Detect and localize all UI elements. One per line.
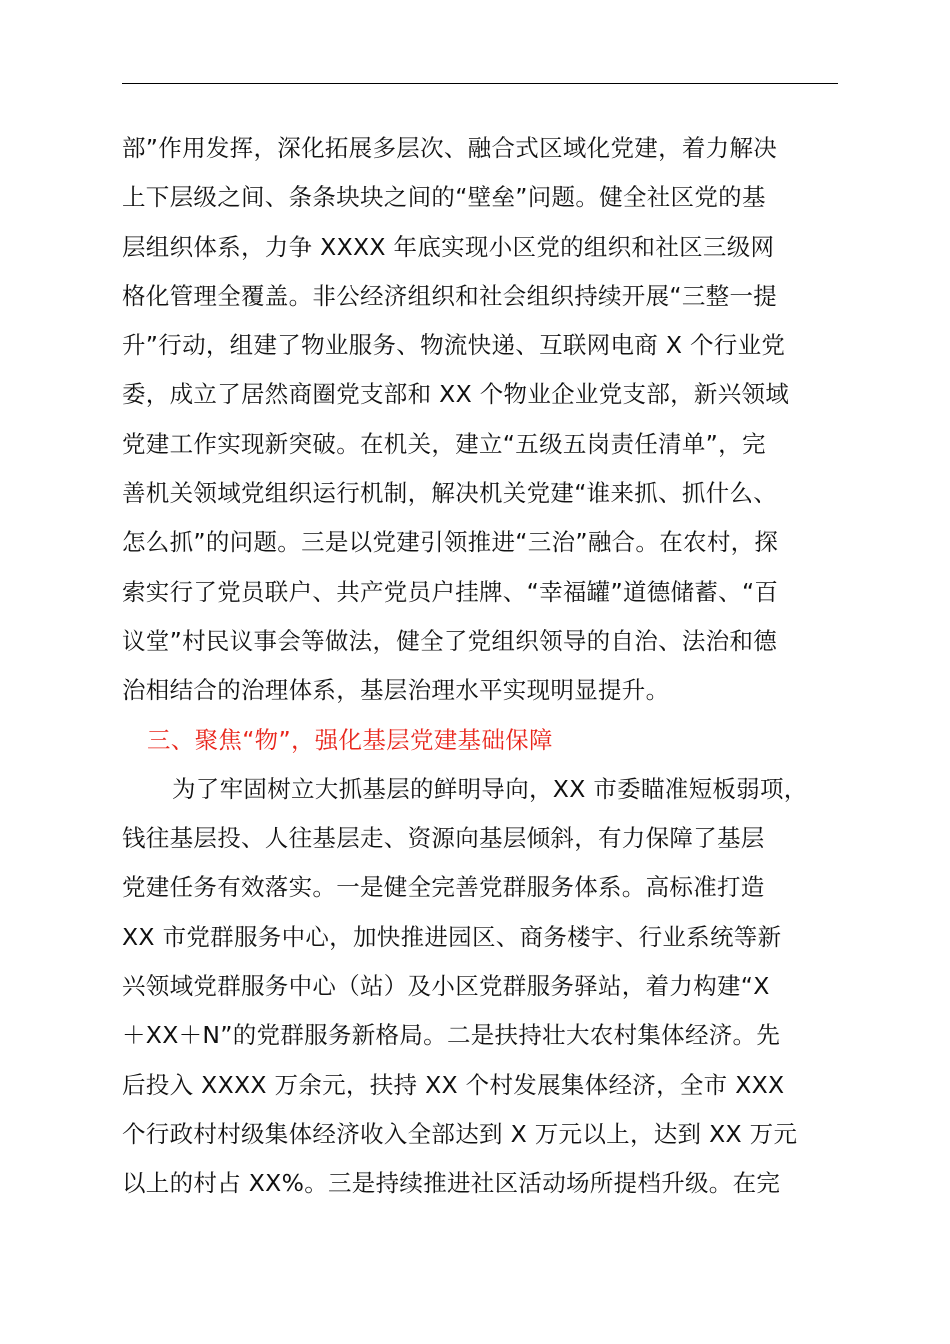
- paragraph-first-line: 为了牢固树立大抓基层的鲜明导向，XX 市委瞄准短板弱项，: [172, 774, 808, 803]
- text-line: 部”作用发挥，深化拓展多层次、融合式区域化党建，着力解决: [122, 134, 778, 162]
- text-line: 升”行动，组建了物业服务、物流快递、互联网电商 X 个行业党: [122, 331, 786, 360]
- text-line: 索实行了党员联户、共产党员户挂牌、“幸福罐”道德储蓄、“百: [122, 577, 779, 606]
- text-line: XX 市党群服务中心，加快推进园区、商务楼宇、行业系统等新: [122, 922, 782, 951]
- text-line: 以上的村占 XX%。三是持续推进社区活动场所提档升级。在完: [122, 1169, 781, 1198]
- text-line: 钱往基层投、人往基层走、资源向基层倾斜，有力保障了基层: [122, 824, 765, 853]
- text-line: 个行政村村级集体经济收入全部达到 X 万元以上，达到 XX 万元: [122, 1119, 798, 1148]
- document-body: [122, 124, 872, 1209]
- text-line: ＋XX＋N”的党群服务新格局。二是扶持壮大农村集体经济。先: [122, 1021, 781, 1050]
- text-line: 格化管理全覆盖。非公经济组织和社会组织持续开展“三整一提: [122, 281, 778, 310]
- text-line: 治相结合的治理体系，基层治理水平实现明显提升。: [122, 676, 670, 705]
- text-line: 善机关领域党组织运行机制，解决机关党建“谁来抓、抓什么、: [122, 479, 778, 508]
- text-line: 兴领域党群服务中心（站）及小区党群服务驿站，着力构建“X: [122, 972, 770, 1001]
- header-rule: [122, 83, 838, 84]
- text-line: 党建工作实现新突破。在机关，建立“五级五岗责任清单”，完: [122, 429, 766, 458]
- text-line: 层组织体系，力争 XXXX 年底实现小区党的组织和社区三级网: [122, 232, 775, 261]
- text-line: 党建任务有效落实。一是健全完善党群服务体系。高标准打造: [122, 873, 765, 902]
- text-line: 委，成立了居然商圈党支部和 XX 个物业企业党支部，新兴领域: [122, 380, 790, 409]
- text-line: 议堂”村民议事会等做法，健全了党组织领导的自治、法治和德: [122, 626, 778, 655]
- text-line: 后投入 XXXX 万余元，扶持 XX 个村发展集体经济，全市 XXX: [122, 1070, 785, 1099]
- section-heading: 三、聚焦“物”，强化基层党建基础保障: [147, 725, 553, 754]
- text-line: 上下层级之间、条条块块之间的“壁垒”问题。健全社区党的基: [122, 183, 766, 212]
- text-line: 怎么抓”的问题。三是以党建引领推进“三治”融合。在农村，探: [122, 528, 779, 557]
